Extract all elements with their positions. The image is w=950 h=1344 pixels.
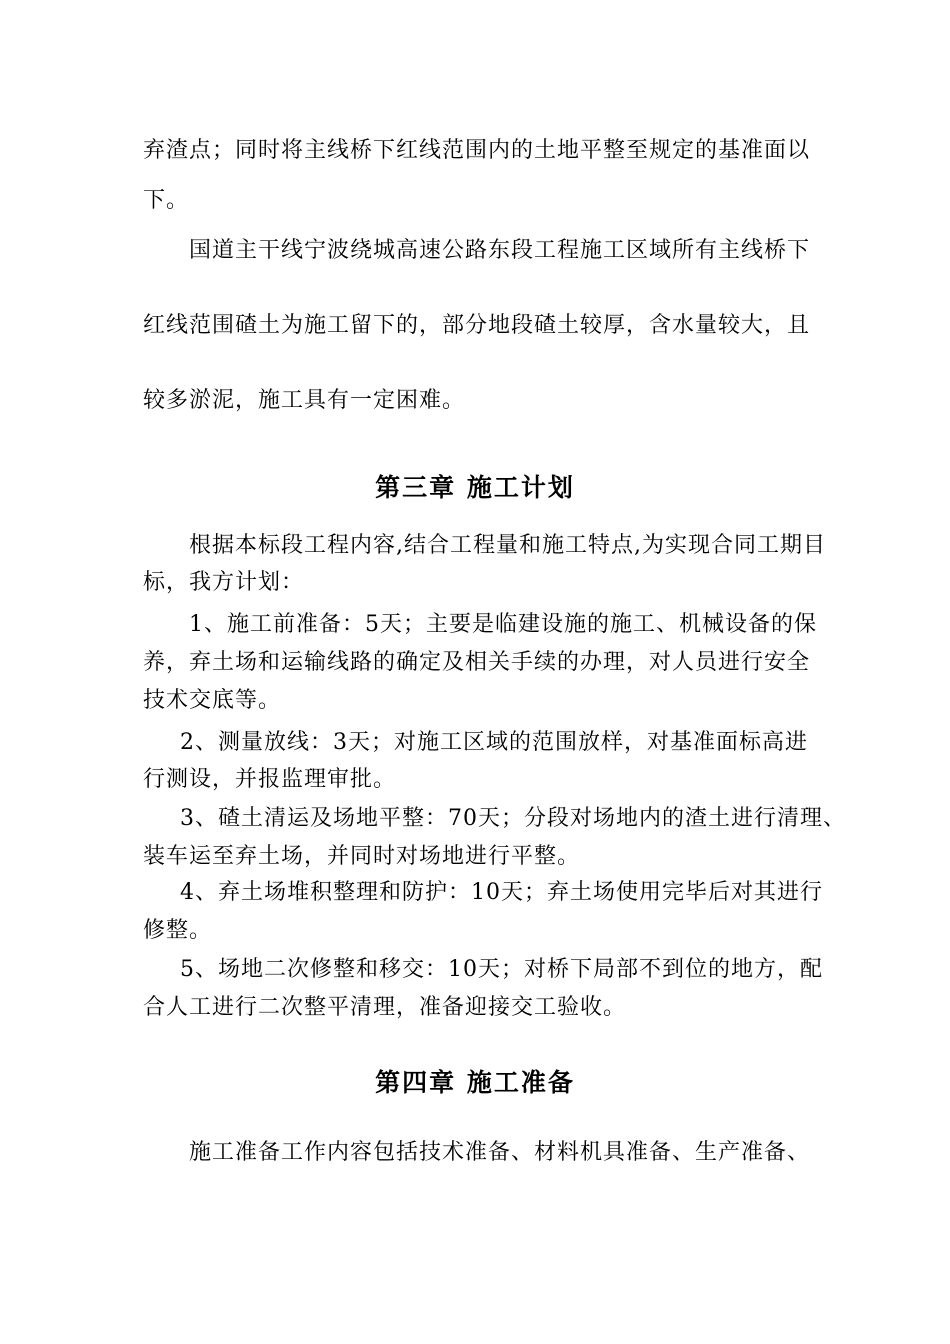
- paragraph-line: 红线范围碴土为施工留下的，部分地段碴土较厚，含水量较大，且: [143, 313, 811, 338]
- paragraph-line: 技术交底等。: [143, 688, 282, 713]
- paragraph-line: 合人工进行二次整平清理，准备迎接交工验收。: [143, 995, 627, 1020]
- plan-item-3: 3、碴土清运及场地平整：70天；分段对场地内的渣土进行清理、: [180, 806, 846, 831]
- paragraph-line: 修整。: [143, 918, 213, 943]
- chapter-4-heading: 第四章 施工准备: [375, 1068, 575, 1097]
- paragraph-line: 下。: [143, 188, 190, 213]
- chapter-3-heading: 第三章 施工计划: [375, 473, 575, 502]
- paragraph-line: 施工准备工作内容包括技术准备、材料机具准备、生产准备、: [189, 1140, 811, 1165]
- paragraph-line: 装车运至弃土场，并同时对场地进行平整。: [143, 844, 581, 869]
- plan-item-5: 5、场地二次修整和移交：10天；对桥下局部不到位的地方，配: [180, 957, 823, 982]
- paragraph-line: 根据本标段工程内容,结合工程量和施工特点,为实现合同工期目: [189, 533, 826, 558]
- paragraph-line: 标，我方计划：: [143, 570, 305, 595]
- plan-item-4: 4、弃土场堆积整理和防护：10天；弃土场使用完毕后对其进行: [180, 880, 823, 905]
- paragraph-line: 国道主干线宁波绕城高速公路东段工程施工区域所有主线桥下: [189, 238, 811, 263]
- plan-item-2: 2、测量放线：3天；对施工区域的范围放样，对基准面标高进: [180, 730, 808, 755]
- paragraph-line: 较多淤泥，施工具有一定困难。: [143, 388, 466, 413]
- paragraph-line: 弃渣点；同时将主线桥下红线范围内的土地平整至规定的基准面以: [143, 138, 811, 163]
- paragraph-line: 行测设，并报监理审批。: [143, 767, 397, 792]
- paragraph-line: 养，弃土场和运输线路的确定及相关手续的办理，对人员进行安全: [143, 650, 811, 675]
- plan-item-1: 1、施工前准备：5天；主要是临建设施的施工、机械设备的保: [189, 612, 817, 637]
